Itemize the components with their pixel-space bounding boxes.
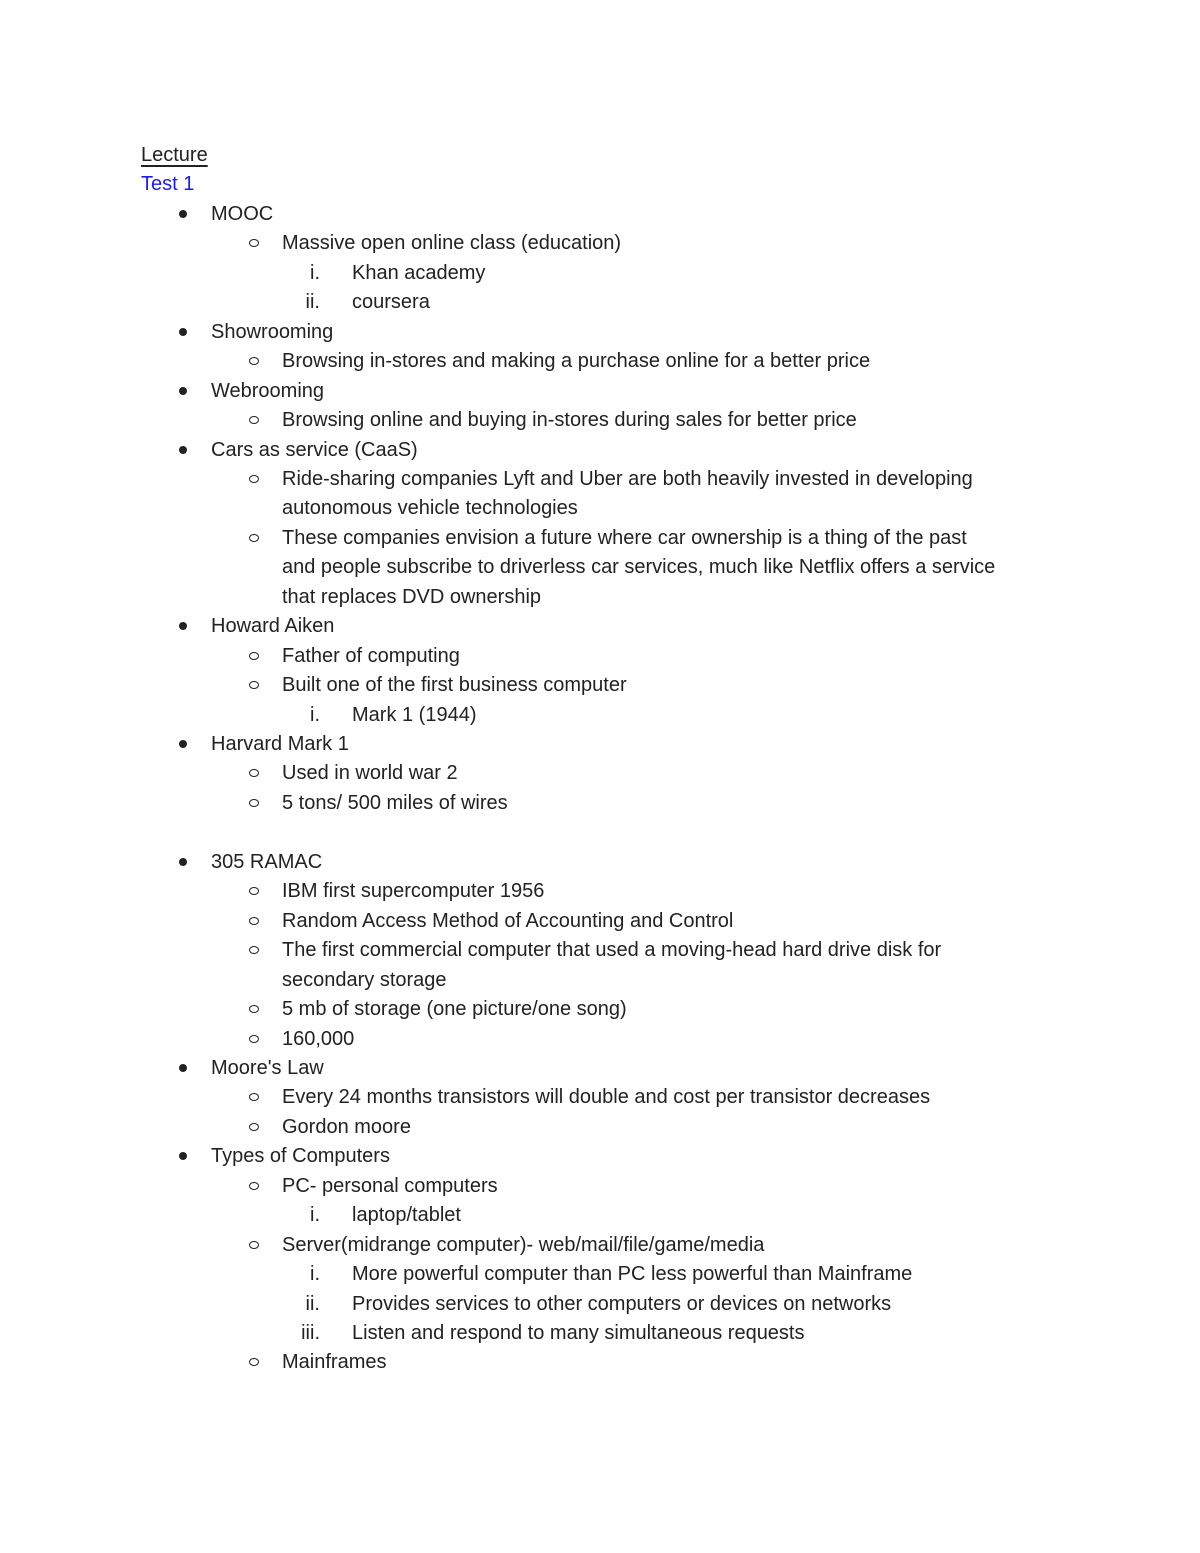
list-item: Server(midrange computer)- web/mail/file/game/media <box>282 1233 765 1256</box>
sub-list-item: coursera <box>352 291 430 314</box>
list-item: 5 tons/ 500 miles of wires <box>282 791 508 814</box>
bullet-circle-icon <box>249 769 259 777</box>
bullet-circle-icon <box>249 534 259 542</box>
bullet-circle-icon <box>249 652 259 660</box>
bullet-dot-icon <box>179 210 187 218</box>
document-subheading: Test 1 <box>141 173 195 196</box>
list-item: These companies envision a future where car ownership is a thing of the past <box>282 526 967 549</box>
bullet-circle-icon <box>249 416 259 424</box>
bullet-dot-icon <box>179 858 187 866</box>
bullet-dot-icon <box>179 1152 187 1160</box>
list-item: IBM first supercomputer 1956 <box>282 880 545 903</box>
section-title: MOOC <box>211 202 274 225</box>
bullet-circle-icon <box>249 1093 259 1101</box>
list-number: iii. <box>301 1322 320 1344</box>
list-item: secondary storage <box>282 968 447 991</box>
document-heading: Lecture <box>141 144 208 166</box>
list-number: i. <box>310 1263 320 1286</box>
list-item: Mainframes <box>282 1351 387 1374</box>
list-number: i. <box>310 261 320 284</box>
bullet-circle-icon <box>249 1182 259 1190</box>
bullet-circle-icon <box>249 681 259 689</box>
bullet-dot-icon <box>179 740 187 748</box>
bullet-dot-icon <box>179 1064 187 1072</box>
list-number: i. <box>310 703 320 726</box>
list-item: Father of computing <box>282 644 460 667</box>
list-item: Ride-sharing companies Lyft and Uber are both heavily invested in developing <box>282 467 973 490</box>
list-item: PC- personal computers <box>282 1174 498 1197</box>
list-item: Used in world war 2 <box>282 762 458 785</box>
list-number: ii. <box>305 291 320 314</box>
bullet-circle-icon <box>249 917 259 925</box>
list-item: Massive open online class (education) <box>282 232 622 255</box>
list-number: i. <box>310 1204 320 1227</box>
list-number: ii. <box>305 1292 320 1315</box>
list-item: The first commercial computer that used a moving-head hard drive disk for <box>282 939 942 962</box>
list-item: Built one of the first business computer <box>282 674 627 697</box>
bullet-circle-icon <box>249 946 259 954</box>
section-title: Howard Aiken <box>211 615 335 638</box>
sub-list-item: Mark 1 (1944) <box>352 703 477 726</box>
sub-list-item: More powerful computer than PC less powerful than Mainframe <box>352 1263 913 1286</box>
bullet-circle-icon <box>249 1358 259 1366</box>
bullet-circle-icon <box>249 1005 259 1013</box>
list-item: autonomous vehicle technologies <box>282 497 578 520</box>
list-item: Browsing in-stores and making a purchase online for a better price <box>282 350 871 373</box>
list-item: Gordon moore <box>282 1115 411 1138</box>
bullet-circle-icon <box>249 887 259 895</box>
section-title: Showrooming <box>211 320 334 343</box>
bullet-circle-icon <box>249 1123 259 1131</box>
section-title: Types of Computers <box>211 1145 390 1168</box>
section-title: Harvard Mark 1 <box>211 733 349 755</box>
list-item: Every 24 months transistors will double and cost per transistor decreases <box>282 1086 931 1109</box>
list-item: that replaces DVD ownership <box>282 585 542 608</box>
bullet-dot-icon <box>179 387 187 395</box>
sub-list-item: laptop/tablet <box>352 1204 461 1227</box>
bullet-circle-icon <box>249 1241 259 1249</box>
bullet-circle-icon <box>249 1035 259 1043</box>
bullet-circle-icon <box>249 799 259 807</box>
bullet-dot-icon <box>179 622 187 630</box>
list-item: Browsing online and buying in-stores during sales for better price <box>282 409 857 432</box>
bullet-circle-icon <box>249 357 259 365</box>
bullet-dot-icon <box>179 446 187 454</box>
bullet-circle-icon <box>249 239 259 247</box>
bullet-circle-icon <box>249 475 259 483</box>
section-title: Cars as service (CaaS) <box>211 438 418 461</box>
section-title: Webrooming <box>211 379 325 402</box>
sub-list-item: Khan academy <box>352 261 486 284</box>
list-item: Random Access Method of Accounting and Control <box>282 909 734 932</box>
bullet-dot-icon <box>179 328 187 336</box>
sub-list-item: Provides services to other computers or devices on networks <box>352 1292 892 1315</box>
list-item: and people subscribe to driverless car services, much like Netflix offers a service <box>282 556 996 579</box>
list-item: 160,000 <box>282 1027 355 1050</box>
sub-list-item: Listen and respond to many simultaneous requests <box>352 1322 805 1344</box>
section-title: Moore's Law <box>211 1056 324 1079</box>
section-title: 305 RAMAC <box>211 850 323 873</box>
list-item: 5 mb of storage (one picture/one song) <box>282 998 627 1021</box>
